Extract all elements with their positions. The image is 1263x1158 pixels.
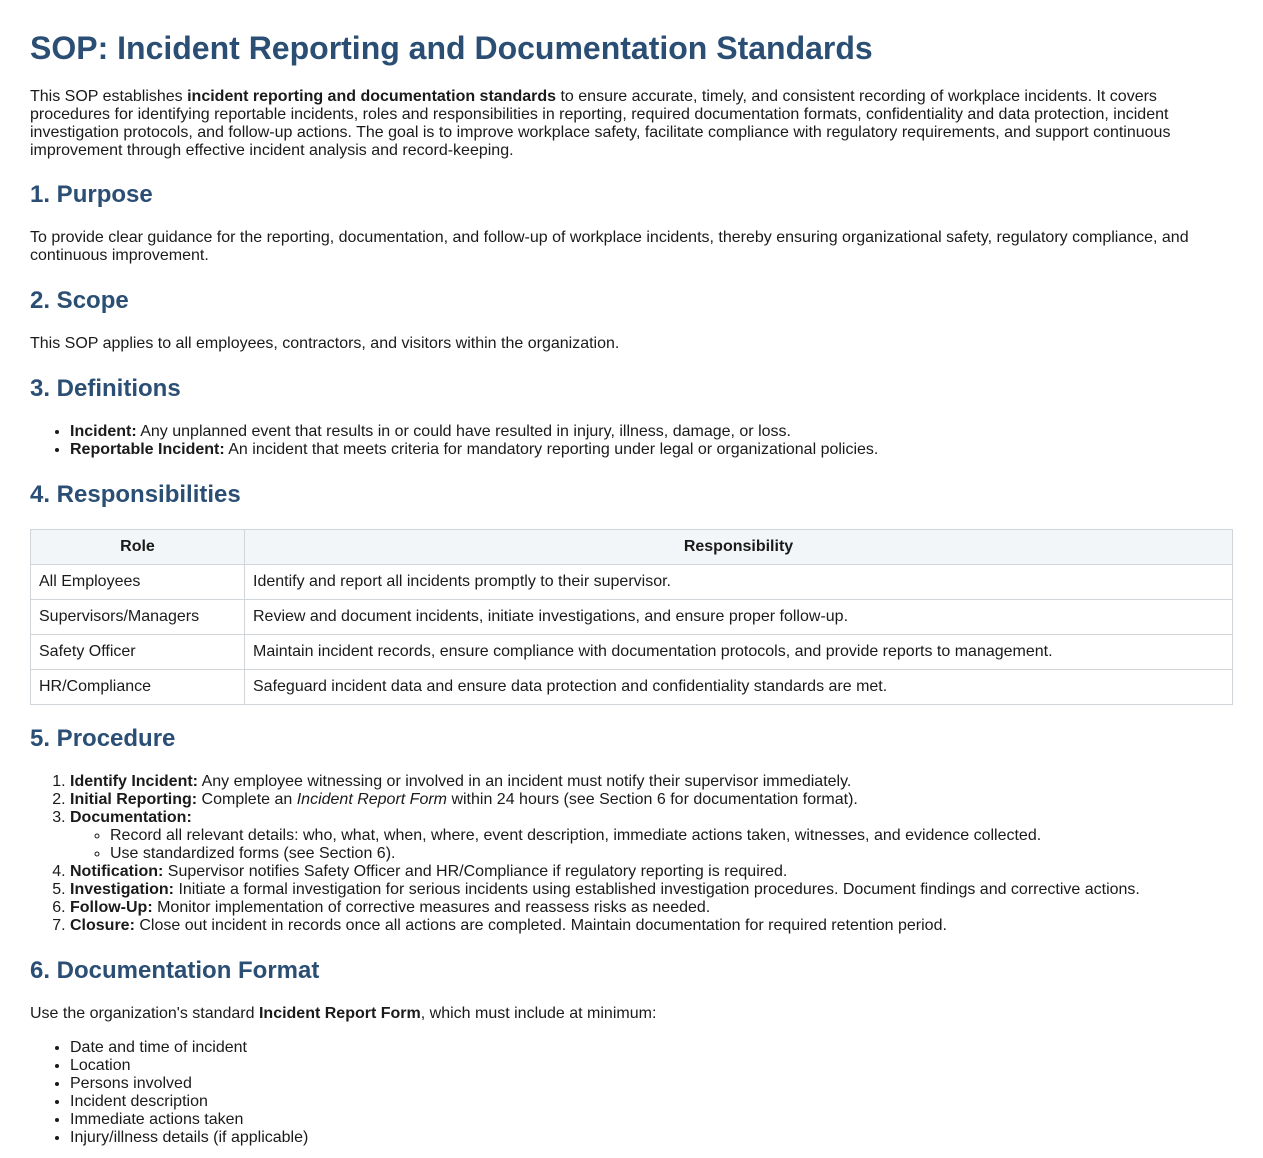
- form-fields-list: [30, 1039, 1233, 1147]
- documentation-intro: [30, 1005, 1233, 1023]
- table-row: [31, 565, 1233, 600]
- step-text: Complete an: [197, 791, 297, 808]
- step-text: Supervisor notifies Safety Officer and HR/Compliance if regulatory reporting is required.: [163, 863, 788, 880]
- definition-item: [70, 423, 1233, 441]
- procedure-step: [70, 809, 1233, 863]
- list-item: • Location: [70, 1057, 1233, 1075]
- responsibility-cell: Review and document incidents, initiate investigations, and ensure proper follow-up.: [245, 600, 1233, 635]
- section-heading-procedure: 5. Procedure: [30, 725, 176, 752]
- list-item: • Immediate actions taken: [70, 1111, 1233, 1129]
- documentation-intro-start: Use the organization's standard: [30, 1005, 259, 1022]
- step-text: within 24 hours (see Section 6 for documentation format).: [447, 791, 858, 808]
- list-item: • Persons involved: [70, 1075, 1233, 1093]
- table-row: [31, 600, 1233, 635]
- section-heading-documentation-format: 6. Documentation Format: [30, 957, 320, 984]
- section-heading-scope: 2. Scope: [30, 287, 129, 314]
- list-item: • Injury/illness details (if applicable): [70, 1129, 1233, 1147]
- procedure-step: [70, 773, 1233, 791]
- role-cell: Supervisors/Managers: [31, 600, 245, 635]
- sublist-item: ◦ Record all relevant details: who, what, when, where, event description, immediate actions taken, witnesses, and evidence collected.: [110, 827, 1233, 845]
- role-cell: HR/Compliance: [31, 670, 245, 705]
- intro-text-end: to ensure accurate, timely, and consistent recording of workplace incidents. It covers procedures for identifying reportable incidents, roles and responsibilities in reporting, required documentation formats, confidentiality and data protection, incident investigation protocols, and follow-up actions. The goal is to improve workplace safety, facilitate compliance with regulatory requirements, and support continuous improvement through effective incident analysis and record-keeping.: [30, 88, 1171, 159]
- document: [0, 29, 1263, 1147]
- sublist-item: ◦ Use standardized forms (see Section 6).: [110, 845, 1233, 863]
- step-text: Monitor implementation of corrective measures and reassess risks as needed.: [152, 899, 711, 916]
- step-text: Initiate a formal investigation for serious incidents using established investigation procedures. Document findings and corrective actions.: [174, 881, 1140, 898]
- step-term: Investigation:: [70, 881, 175, 898]
- procedure-step: [70, 863, 1233, 881]
- step-term: Closure:: [70, 917, 135, 934]
- table-header-row: [31, 530, 1233, 565]
- definition-term: Incident:: [70, 423, 137, 440]
- column-header-responsibility: Responsibility: [245, 530, 1233, 565]
- step-term: Identify Incident:: [70, 773, 198, 790]
- intro-bold-text: incident reporting and documentation standards: [187, 88, 557, 105]
- responsibility-cell: Maintain incident records, ensure compliance with documentation protocols, and provide reports to management.: [245, 635, 1233, 670]
- role-cell: Safety Officer: [31, 635, 245, 670]
- procedure-step: [70, 899, 1233, 917]
- intro-text-start: This SOP establishes: [30, 88, 188, 105]
- list-item: • Incident description: [70, 1093, 1233, 1111]
- purpose-text: To provide clear guidance for the reporting, documentation, and follow-up of workplace incidents, thereby ensuring organizational safety, regulatory compliance, and continuous improvement.: [30, 229, 1189, 264]
- step-sublist: [70, 827, 1233, 863]
- section-heading-purpose: 1. Purpose: [30, 181, 153, 208]
- form-name: Incident Report Form: [296, 791, 447, 808]
- procedure-step: [70, 791, 1233, 809]
- definition-text: An incident that meets criteria for mandatory reporting under legal or organizational policies.: [224, 441, 879, 458]
- list-item: • Date and time of incident: [70, 1039, 1233, 1057]
- form-name: Incident Report Form: [258, 1005, 421, 1022]
- role-cell: All Employees: [31, 565, 245, 600]
- procedure-step: [70, 917, 1233, 935]
- responsibility-cell: Safeguard incident data and ensure data protection and confidentiality standards are met.: [245, 670, 1233, 705]
- procedure-step: [70, 881, 1233, 899]
- section-heading-responsibilities: 4. Responsibilities: [30, 481, 241, 508]
- documentation-intro-end: , which must include at minimum:: [420, 1005, 657, 1022]
- procedure-steps: [30, 773, 1233, 935]
- step-term: Notification:: [70, 863, 164, 880]
- column-header-role: Role: [31, 530, 245, 565]
- scope-text: This SOP applies to all employees, contractors, and visitors within the organization.: [30, 335, 620, 352]
- step-text: Close out incident in records once all actions are completed. Maintain documentation for required retention period.: [134, 917, 947, 934]
- responsibility-cell: Identify and report all incidents promptly to their supervisor.: [245, 565, 1233, 600]
- definition-text: Any unplanned event that results in or could have resulted in injury, illness, damage, or loss.: [136, 423, 791, 440]
- definitions-list: [30, 423, 1233, 459]
- responsibilities-table: [30, 529, 1233, 705]
- table-row: [31, 635, 1233, 670]
- definition-term: Reportable Incident:: [70, 441, 225, 458]
- page-title: SOP: Incident Reporting and Documentation Standards: [30, 30, 873, 66]
- section-heading-definitions: 3. Definitions: [30, 375, 181, 402]
- step-term: Documentation:: [70, 809, 192, 826]
- definition-item: [70, 441, 1233, 459]
- step-text: Any employee witnessing or involved in an incident must notify their supervisor immediately.: [198, 773, 852, 790]
- step-term: Initial Reporting:: [70, 791, 198, 808]
- step-term: Follow-Up:: [70, 899, 153, 916]
- table-row: [31, 670, 1233, 705]
- intro-paragraph: [30, 88, 1233, 160]
